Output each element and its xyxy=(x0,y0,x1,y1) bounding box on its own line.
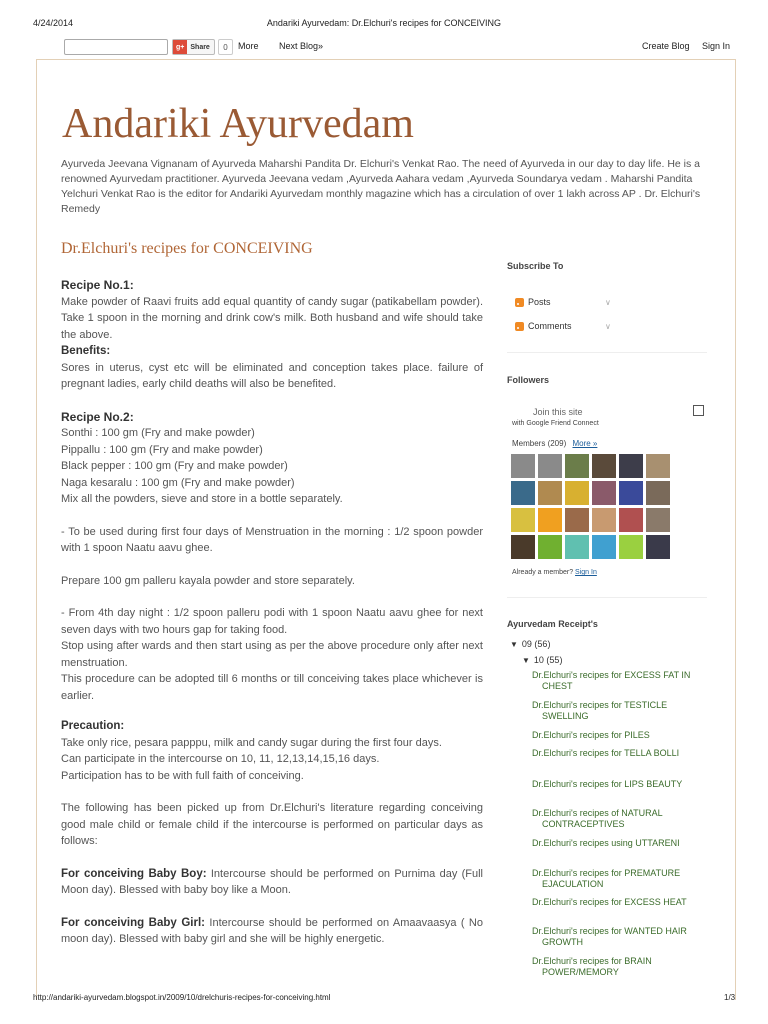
stop-using-text: Stop using after wards and then start using as per the above procedure only after next menstruation. xyxy=(61,640,483,669)
baby-girl-paragraph xyxy=(61,915,483,948)
archive-post-link[interactable]: Dr.Elchuri's recipes for EXCESS FAT IN CHEST xyxy=(532,670,691,691)
precaution-line: Participation has to be with full faith of conceiving. xyxy=(61,769,304,782)
follower-avatar[interactable] xyxy=(619,454,643,478)
ingredient-line: Black pepper : 100 gm (Fry and make powder) xyxy=(61,460,288,472)
follower-avatar[interactable] xyxy=(646,535,670,559)
follower-avatar[interactable] xyxy=(511,508,535,532)
follower-avatar[interactable] xyxy=(592,481,616,505)
follower-avatar[interactable] xyxy=(619,535,643,559)
archive-post-link[interactable]: Dr.Elchuri's recipes for TELLA BOLLI xyxy=(532,748,680,758)
archive-post-link[interactable]: Dr.Elchuri's recipes for EXCESS HEAT xyxy=(532,897,687,907)
precaution-line: Can participate in the intercourse on 10, 11, 12,13,14,15,16 days. xyxy=(61,753,380,765)
follower-avatar[interactable] xyxy=(592,454,616,478)
print-date: 4/24/2014 xyxy=(33,18,74,28)
feed-posts[interactable] xyxy=(515,297,551,307)
follower-avatar[interactable] xyxy=(565,508,589,532)
print-title: Andariki Ayurvedam: Dr.Elchuri's recipes for CONCEIVING xyxy=(266,18,502,28)
precaution-line: Take only rice, pesara papppu, milk and candy sugar during the first four days. xyxy=(61,736,442,749)
gplus-share-button[interactable] xyxy=(172,39,215,55)
archive-post-link[interactable]: Dr.Elchuri's recipes for TESTICLE SWELLING xyxy=(532,700,668,721)
follower-avatar[interactable] xyxy=(646,508,670,532)
blog-title[interactable]: Andariki Ayurvedam xyxy=(62,101,414,147)
feed-comments[interactable] xyxy=(515,321,572,331)
follower-avatar[interactable] xyxy=(511,535,535,559)
baby-boy-heading: For conceiving Baby Boy: xyxy=(61,867,207,880)
follower-avatar[interactable] xyxy=(511,454,535,478)
recipe2-heading: Recipe No.2: xyxy=(61,409,134,424)
blog-description: Ayurveda Jeevana Vignanam of Ayurveda Maharshi Pandita Dr. Elchuri's Venkat Rao. The need of Ayurveda in our day to day life. He is a renowned Ayurvedam practitioner. Ayurveda Jeevana vedam ,Ayurveda Aahara vedam ,Ayurveda Soundarya vedam . Maharshi Pandita Yelchuri Venkat Rao is the editor for Andariki Ayurvedam monthly magazine which has a circulation of over 1 lakh across AP . Dr. Elchuri's Remedy xyxy=(61,158,701,215)
post-title: Dr.Elchuri's recipes for CONCEIVING xyxy=(61,240,313,257)
subscribe-heading: Subscribe To xyxy=(507,261,564,271)
already-member xyxy=(512,569,597,576)
divider xyxy=(507,352,707,353)
ingredient-line: Mix all the powders, sieve and store in a bottle separately. xyxy=(61,493,343,505)
ingredient-line: Naga kesaralu : 100 gm (Fry and make powder) xyxy=(61,476,295,489)
friend-connect-icon xyxy=(693,405,704,416)
friend-connect-label: with Google Friend Connect xyxy=(512,420,599,427)
archive-post-link[interactable]: Dr.Elchuri's recipes for LIPS BEAUTY xyxy=(532,779,683,789)
ingredient-line: Pippallu : 100 gm (Fry and make powder) xyxy=(61,443,263,456)
follower-avatars xyxy=(511,454,679,559)
follower-avatar[interactable] xyxy=(619,481,643,505)
create-blog-link[interactable]: Create Blog xyxy=(642,41,690,51)
blogger-navbar xyxy=(33,38,735,58)
recipe1-text: Make powder of Raavi fruits add equal quantity of candy sugar (patikabellam powder). Take 1 spoon in the morning and drink cow's milk. Both husband and wife should take the above. xyxy=(61,295,483,341)
six-months-text: This procedure can be adopted till 6 months or till conceiving takes place whichever is earlier. xyxy=(61,673,483,702)
members-label: Members (209) xyxy=(512,439,567,448)
archive-post-link[interactable]: Dr.Elchuri's recipes for PREMATURE EJACULATION xyxy=(532,868,681,889)
members-count xyxy=(512,439,597,448)
archive-year[interactable] xyxy=(510,639,550,649)
baby-girl-heading: For conceiving Baby Girl: xyxy=(61,916,205,929)
sign-in-link[interactable]: Sign In xyxy=(702,41,731,51)
baby-boy-paragraph xyxy=(61,866,483,899)
archive-post-link[interactable]: Dr.Elchuri's recipes for BRAIN POWER/MEMORY xyxy=(532,956,652,977)
print-url: http://andariki-ayurvedam.blogspot.in/2009/10/drelchuris-recipes-for-conceiving.html xyxy=(33,993,331,1002)
benefits-text: Sores in uterus, cyst etc will be eliminated and conception takes place. failure of pregnant ladies, early child deaths will also be benefited. xyxy=(61,361,483,390)
receipts-heading: Ayurvedam Receipt's xyxy=(507,619,598,629)
archive-post-link[interactable]: Dr.Elchuri's recipes for PILES xyxy=(532,730,650,740)
baby-girl-text: Intercourse should be performed on Amaavaasya ( No moon day). Blessed with baby girl and she will be highly energetic. xyxy=(61,916,483,945)
from-4th-day-text: - From 4th day night : 1/2 spoon palleru podi with 1 spoon Naatu aavu ghee for next seven days with two hours gap for taking food. xyxy=(61,607,483,636)
chevron-down-icon[interactable]: ∨ xyxy=(605,298,611,307)
feed-posts-label: Posts xyxy=(528,297,551,307)
follower-avatar[interactable] xyxy=(538,535,562,559)
print-page-number: 1/3 xyxy=(724,993,736,1002)
follower-avatar[interactable] xyxy=(538,454,562,478)
follower-avatar[interactable] xyxy=(565,481,589,505)
archive-year-label: 09 (56) xyxy=(521,639,551,649)
archive-post-link[interactable]: Dr.Elchuri's recipes of NATURAL CONTRACEPTIVES xyxy=(532,808,663,829)
baby-boy-text: Intercourse should be performed on Purnima day (Full Moon day). Blessed with baby boy like a Moon. xyxy=(61,867,484,896)
follower-avatar[interactable] xyxy=(592,535,616,559)
archive-month-label: 10 (55) xyxy=(533,655,563,665)
feed-comments-label: Comments xyxy=(528,321,572,331)
rss-icon xyxy=(515,322,524,331)
share-count: 0 xyxy=(218,39,233,55)
sidebar-sign-in-link[interactable]: Sign In xyxy=(575,569,597,576)
next-blog-link[interactable]: Next Blog» xyxy=(279,41,324,51)
rss-icon xyxy=(515,298,524,307)
prepare-text: Prepare 100 gm palleru kayala powder and store separately. xyxy=(61,574,355,587)
literature-text: The following has been picked up from Dr.Elchuri's literature regarding conceiving good male child or female child if the intercourse is performed on particular days as follows: xyxy=(61,802,483,847)
ingredient-line: Sonthi : 100 gm (Fry and make powder) xyxy=(61,427,255,439)
follower-avatar[interactable] xyxy=(511,481,535,505)
follower-avatar[interactable] xyxy=(619,508,643,532)
triangle-down-icon: ▼ xyxy=(510,640,518,649)
follower-avatar[interactable] xyxy=(538,508,562,532)
recipe1-heading: Recipe No.1: xyxy=(61,278,134,292)
follower-avatar[interactable] xyxy=(592,508,616,532)
archive-post-link[interactable]: Dr.Elchuri's recipes using UTTARENI xyxy=(532,838,680,848)
more-link[interactable]: More xyxy=(238,41,259,51)
gplus-icon: g+ xyxy=(173,40,187,54)
follower-avatar[interactable] xyxy=(565,454,589,478)
first-four-days-text: - To be used during first four days of Menstruation in the morning : 1/2 spoon powder with 1 spoon Naatu aavu ghee. xyxy=(61,525,483,554)
archive-month[interactable] xyxy=(522,655,562,665)
follower-avatar[interactable] xyxy=(646,454,670,478)
post-body xyxy=(61,277,483,948)
follower-avatar[interactable] xyxy=(538,481,562,505)
archive-post-link[interactable]: Dr.Elchuri's recipes for WANTED HAIR GROWTH xyxy=(532,926,687,947)
follower-avatar[interactable] xyxy=(646,481,670,505)
benefits-heading: Benefits: xyxy=(61,345,111,357)
share-label: Share xyxy=(190,43,210,51)
members-more-link[interactable]: More » xyxy=(572,439,598,448)
already-member-label: Already a member? xyxy=(512,569,574,576)
divider xyxy=(507,597,707,598)
join-site-link[interactable]: Join this site xyxy=(533,407,583,417)
chevron-down-icon[interactable]: ∨ xyxy=(605,322,611,331)
search-input[interactable] xyxy=(64,39,168,55)
followers-heading: Followers xyxy=(507,375,550,385)
triangle-down-icon: ▼ xyxy=(522,656,530,665)
precaution-heading: Precaution: xyxy=(61,720,125,732)
follower-avatar[interactable] xyxy=(565,535,589,559)
